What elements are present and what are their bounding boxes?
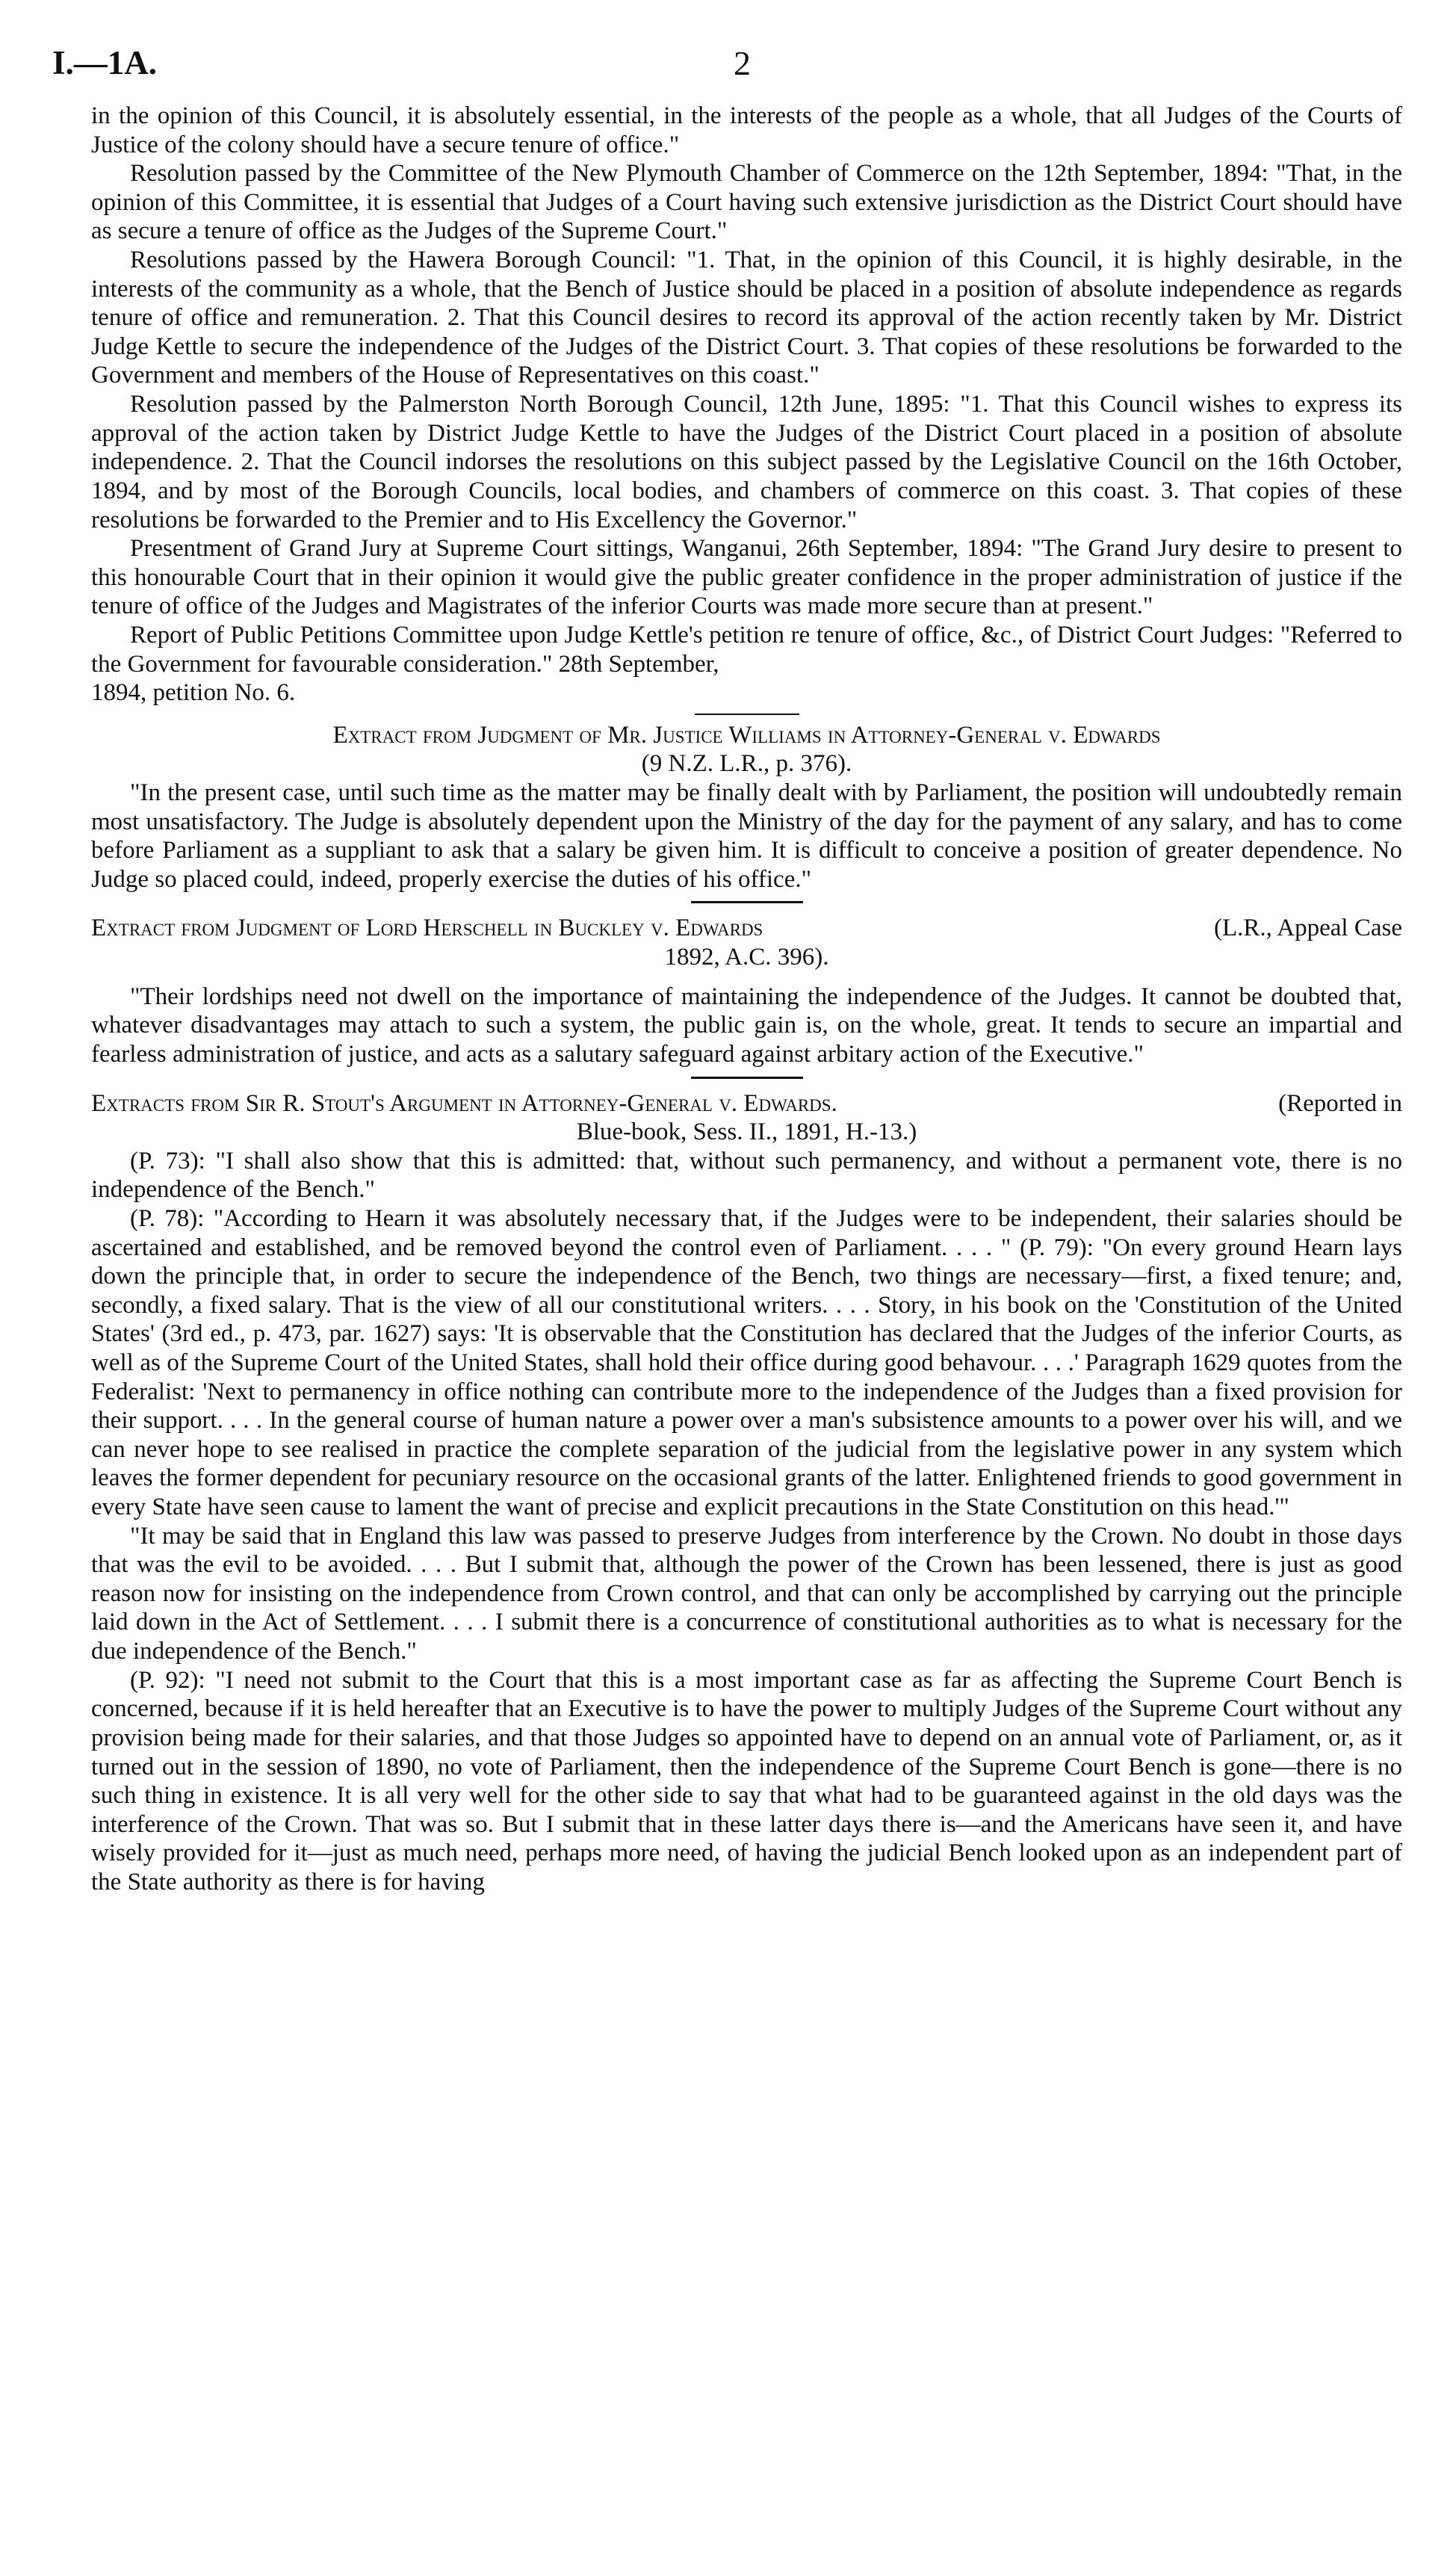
argument-paragraph: (P. 78): "According to Hearn it was absolutely necessary that, if the Judges were to be independent, their salaries should be ascertained and established, and be removed beyond the control even of Parliament. . . . " (P. 79): "On every ground Hearn lays down the principle that, in order to secure the independence of the Bench, two things are necessary—first, a fixed tenure; and, secondly, a fixed salary. That is the view of all our constitutional writers. . . . Story, in his book on the 'Constitution of the United States' (3rd ed., p. 473, par. 1627) says: 'It is observable that the Constitution has declared that the Judges of the inferior Courts, as well as of the Supreme Court of the United States, shall hold their office during good behavour. . . .' Paragraph 1629 quotes from the Federalist: 'Next to permanency in office nothing can contribute more to the independence of the Judges than a fixed provision for their support. . . . In the general course of human nature a power over a man's subsistence amounts to a power over his will, and we can never hope to see realised in practice the complete separation of the judicial from the legislative power in any system which leaves the former dependent for pecuniary resource on the occasional grants of the latter. Enlightened friends to good government in every State have seen cause to lament the want of precise and explicit precautions in the State Constitution on this head.'" xyxy=(91,1204,1402,1521)
paragraph-grand-jury-presentment: Presentment of Grand Jury at Supreme Court sittings, Wanganui, 26th September, 1894: "The Grand Jury desire to present to this honourable Court that in their opinion it would give the public greater confidence in the proper administration of justice if the tenure of office of the Judges and Magistrates of the inferior Courts was made more secure than at present." xyxy=(91,535,1402,620)
document-reference: I.—1A. xyxy=(52,44,158,81)
paragraph-petitions-end: 1894, petition No. 6. xyxy=(91,679,296,707)
section-heading: Extract from Judgment of Lord Herschell in Buckley v. Edwards xyxy=(91,915,763,942)
paragraph-continuation: in the opinion of this Council, it is absolutely essential, in the interests of the people as a whole, that all Judges of the Courts of Justice of the colony should have a secure tenure of office." xyxy=(91,102,1402,158)
paragraph-hawera-resolutions: Resolutions passed by the Hawera Borough Council: "1. That, in the opinion of this Council, it is highly desirable, in the interests of the community as a whole, that the Bench of Justice should be placed in a position of absolute independence as regards tenure of office and remuneration. 2. That this Council desires to record its approval of the action recently taken by Mr. District Judge Kettle to secure the independence of the Judges of the District Court. 3. That copies of these resolutions be forwarded to the Government and members of the House of Representatives on this coast." xyxy=(91,247,1402,389)
document-body xyxy=(91,102,1402,1897)
section-heading-row xyxy=(91,1089,1402,1118)
section-heading: Extracts from Sir R. Stout's Argument in Attorney-General v. Edwards. xyxy=(91,1089,837,1117)
divider xyxy=(691,901,803,903)
divider xyxy=(691,1077,803,1079)
section-heading-citation: 1892, A.C. 396). xyxy=(664,944,829,971)
section-heading-citation: (9 N.Z. L.R., p. 376). xyxy=(641,750,852,778)
section-heading-citation: (Reported in xyxy=(1278,1089,1402,1117)
quote-paragraph: "Their lordships need not dwell on the importance of maintaining the independence of the Judges. It cannot be doubted that, whatever disadvantages may attach to such a system, the public gain is, on the whole, great. It tends to secure an impartial and fearless administration of justice, and acts as a salutary safeguard against arbitary action of the Executive." xyxy=(91,982,1402,1068)
argument-paragraph: "It may be said that in England this law was passed to preserve Judges from interference by the Crown. No doubt in those days that was the evil to be avoided. . . . But I submit that, although the power of the Crown has been lessened, there is just as good reason now for insisting on the independence from Crown control, and that can only be accomplished by carrying out the principle laid down in the Act of Settlement. . . . I submit there is a concurrence of constitutional authorities as to what is necessary for the due independence of the Bench." xyxy=(91,1522,1402,1665)
section-heading: Extract from Judgment of Mr. Justice Williams in Attorney-General v. Edwards xyxy=(332,721,1161,749)
section-heading-row xyxy=(91,914,1402,943)
paragraph-new-plymouth-resolution: Resolution passed by the Committee of the New Plymouth Chamber of Commerce on the 12th September, 1894: "That, in the opinion of this Committee, it is essential that Judges of a Court having such extensive jurisdiction as the District Court should have as secure a tenure of office as the Judges of the Supreme Court." xyxy=(91,160,1402,245)
argument-paragraph: (P. 73): "I shall also show that this is admitted: that, without such permanency, and without a permanent vote, there is no independence of the Bench." xyxy=(91,1147,1402,1204)
section-heading-citation: Blue-book, Sess. II., 1891, H.-13.) xyxy=(576,1118,917,1146)
section-heading-citation: (L.R., Appeal Case xyxy=(1213,915,1402,942)
paragraph-palmerston-north-resolution: Resolution passed by the Palmerston North Borough Council, 12th June, 1895: "1. That this Council wishes to express its approval of the action taken by District Judge Kettle to have the Judges of the District Court placed in a position of absolute independence. 2. That the Council indorses the resolutions on this subject passed by the Legislative Council on the 16th October, 1894, and by most of the Borough Councils, local bodies, and chambers of commerce on this coast. 3. That copies of these resolutions be forwarded to the Premier and to His Excellency the Governor." xyxy=(91,391,1402,533)
paragraph-petitions-committee-report: Report of Public Petitions Committee upon Judge Kettle's petition re tenure of office, &c., of District Court Judges: "Referred to the Government for favourable consideration." 28th September, xyxy=(91,621,1402,678)
argument-paragraph: (P. 92): "I need not submit to the Court that this is a most important case as far as affecting the Supreme Court Bench is concerned, because if it is held hereafter that an Executive is to have the power to multiply Judges of the Supreme Court without any provision being made for their salaries, and that those Judges so appointed have to depend on an annual vote of Parliament, or, as it turned out in the session of 1890, no vote of Parliament, then the independence of the Supreme Court Bench is gone—there is no such thing in existence. It is all very well for the other side to say that what had to be guaranteed against in the old days was the interference of the Crown. That was so. But I submit that in these latter days there is—and the Americans have seen it, and have wisely provided for it—just as much need, perhaps more need, of having the judicial Bench looked upon as an independent part of the State authority as there is for having xyxy=(91,1666,1402,1896)
page-number: 2 xyxy=(734,44,751,82)
paragraph-petitions-end-row xyxy=(91,678,1402,708)
divider xyxy=(91,708,1402,721)
quote-paragraph: "In the present case, until such time as the matter may be finally dealt with by Parliament, the position will undoubtedly remain most unsatisfactory. The Judge is absolutely dependent upon the Ministry of the day for the payment of any salary, and has to come before Parliament as a suppliant to ask that a salary be given him. It is difficult to conceive a position of greater dependence. No Judge so placed could, indeed, properly exercise the duties of his office." xyxy=(91,779,1402,893)
